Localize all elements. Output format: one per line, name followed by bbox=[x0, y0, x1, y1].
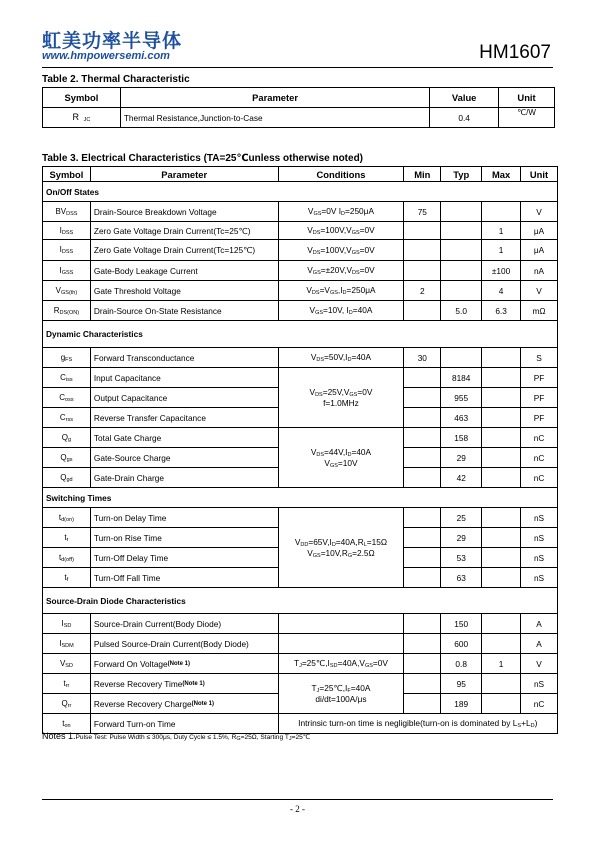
unit-cell: nS bbox=[521, 674, 558, 694]
parameter-cell: Pulsed Source-Drain Current(Body Diode) bbox=[90, 634, 278, 654]
max-cell bbox=[482, 528, 521, 548]
unit-cell: nA bbox=[521, 261, 558, 281]
unit-cell: PF bbox=[521, 408, 558, 428]
symbol-cell: $t_{rr}$ bbox=[43, 674, 91, 694]
turn-on-note: Intrinsic turn-on time is negligible(turn-on is dominated by $L_S+L_D$) bbox=[278, 714, 557, 734]
parameter-cell: Thermal Resistance,Junction-to-Case bbox=[120, 108, 429, 128]
parameter-cell: Gate-Body Leakage Current bbox=[90, 261, 278, 281]
min-cell bbox=[404, 428, 441, 448]
min-cell bbox=[404, 528, 441, 548]
section-row: On/Off States bbox=[43, 182, 558, 202]
symbol-cell: $I_{SDM}$ bbox=[43, 634, 91, 654]
table-row bbox=[43, 614, 558, 634]
symbol-cell: $t_f$ bbox=[43, 568, 91, 588]
conditions-cell: $T_J=25℃,I_F=40A$ di/dt=100A/μs bbox=[278, 674, 404, 714]
min-cell bbox=[404, 654, 441, 674]
table3-caption: Table 3. Electrical Characteristics (TA=25℃unless otherwise noted) bbox=[42, 153, 364, 164]
table-row bbox=[43, 368, 558, 388]
max-cell bbox=[482, 428, 521, 448]
typ-cell bbox=[441, 348, 482, 368]
unit-cell: nC bbox=[521, 448, 558, 468]
max-cell: 1 bbox=[482, 222, 521, 240]
parameter-cell: Total Gate Charge bbox=[90, 428, 278, 448]
unit-cell: ℃/W bbox=[499, 108, 555, 128]
parameter-cell: Reverse Recovery Time$^{(Note 1)}$ bbox=[90, 674, 278, 694]
col-header: Unit bbox=[499, 88, 555, 108]
max-cell bbox=[482, 508, 521, 528]
max-cell: 4 bbox=[482, 281, 521, 301]
max-cell bbox=[482, 548, 521, 568]
max-cell bbox=[482, 448, 521, 468]
table-row: $I_{DSS}$ Zero Gate Voltage Drain Current(Tc=25℃) $V_{DS}=100V,V_{GS}=0V$ 1 μA bbox=[43, 222, 558, 240]
typ-cell: 955 bbox=[441, 388, 482, 408]
max-cell: ±100 bbox=[482, 261, 521, 281]
min-cell bbox=[404, 368, 441, 388]
parameter-cell: Source-Drain Current(Body Diode) bbox=[90, 614, 278, 634]
table-row bbox=[43, 108, 555, 128]
typ-cell: 29 bbox=[441, 528, 482, 548]
col-header: Symbol bbox=[43, 88, 121, 108]
typ-cell: 63 bbox=[441, 568, 482, 588]
notes-text: Pulse Test: Pulse Width ≤ 300μs, Duty Cycle ≤ 1.5%, $R_G=25\Omega$, Starting $T_J=25℃$ bbox=[75, 734, 311, 742]
symbol-cell: $V_{SD}$ bbox=[43, 654, 91, 674]
col-header: Unit bbox=[521, 167, 558, 182]
section-row: Source-Drain Diode Characteristics bbox=[43, 588, 558, 614]
table2-caption: Table 2. Thermal Characteristic bbox=[42, 74, 190, 85]
unit-cell: nC bbox=[521, 694, 558, 714]
symbol-cell: $BV_{DSS}$ bbox=[43, 202, 91, 222]
section-row: Switching Times bbox=[43, 488, 558, 508]
table-row: $V_{GS(th)}$ Gate Threshold Voltage $V_{DS}=V_{GS},I_D=250\mu A$ 2 4 V bbox=[43, 281, 558, 301]
col-header: Parameter bbox=[90, 167, 278, 182]
table-row: $R_{DS(ON)}$ Drain-Source On-State Resistance $V_{GS}=10V$, $I_D=40A$ 5.0 6.3 mΩ bbox=[43, 301, 558, 321]
max-cell bbox=[482, 468, 521, 488]
typ-cell: 53 bbox=[441, 548, 482, 568]
unit-cell: A bbox=[521, 614, 558, 634]
max-cell bbox=[482, 694, 521, 714]
col-header: Symbol bbox=[43, 167, 91, 182]
parameter-cell: Input Capacitance bbox=[90, 368, 278, 388]
col-header: Min bbox=[404, 167, 441, 182]
symbol-cell: $t_r$ bbox=[43, 528, 91, 548]
max-cell bbox=[482, 388, 521, 408]
parameter-cell: Reverse Transfer Capacitance bbox=[90, 408, 278, 428]
max-cell: 1 bbox=[482, 654, 521, 674]
parameter-cell: Gate Threshold Voltage bbox=[90, 281, 278, 301]
table-row bbox=[43, 674, 558, 694]
symbol-cell: $Q_{rr}$ bbox=[43, 694, 91, 714]
min-cell: 75 bbox=[404, 202, 441, 222]
header-divider bbox=[42, 67, 553, 68]
unit-cell: μA bbox=[521, 222, 558, 240]
typ-cell bbox=[441, 202, 482, 222]
company-logo-text: 虹美功率半导体 bbox=[42, 30, 183, 52]
max-cell bbox=[482, 634, 521, 654]
notes bbox=[42, 731, 310, 742]
parameter-cell: Forward Turn-on Time bbox=[90, 714, 278, 734]
max-cell bbox=[482, 408, 521, 428]
unit-cell: PF bbox=[521, 388, 558, 408]
typ-cell: 150 bbox=[441, 614, 482, 634]
col-header: Max bbox=[482, 167, 521, 182]
min-cell bbox=[404, 301, 441, 321]
typ-cell: 5.0 bbox=[441, 301, 482, 321]
symbol-cell: $t_{on}$ bbox=[43, 714, 91, 734]
parameter-cell: Turn-Off Delay Time bbox=[90, 548, 278, 568]
table-row: $V_{SD}$ Forward On Voltage$^{(Note 1)}$ $T_J=25℃,I_{SD}=40A,V_{GS}=0V$ 0.8 1 V bbox=[43, 654, 558, 674]
unit-cell: PF bbox=[521, 368, 558, 388]
symbol-cell: $g_{FS}$ bbox=[43, 348, 91, 368]
parameter-cell: Turn-on Delay Time bbox=[90, 508, 278, 528]
unit-cell: nS bbox=[521, 548, 558, 568]
symbol-cell: $Q_{gs}$ bbox=[43, 448, 91, 468]
min-cell bbox=[404, 448, 441, 468]
typ-cell bbox=[441, 281, 482, 301]
parameter-cell: Forward Transconductance bbox=[90, 348, 278, 368]
table-row: $I_{GSS}$ Gate-Body Leakage Current $V_{GS}=\pm 20V,V_{DS}=0V$ ±100 nA bbox=[43, 261, 558, 281]
min-cell bbox=[404, 674, 441, 694]
symbol-cell: $C_{oss}$ bbox=[43, 388, 91, 408]
typ-cell: 8184 bbox=[441, 368, 482, 388]
company-url[interactable]: www.hmpowersemi.com bbox=[42, 50, 170, 62]
notes-title: Notes 1. bbox=[42, 731, 76, 741]
conditions-cell: $V_{DS}=25V,V_{GS}=0V$ f=1.0MHz bbox=[278, 368, 404, 428]
typ-cell bbox=[441, 240, 482, 261]
typ-cell: 158 bbox=[441, 428, 482, 448]
symbol-cell: $R_{DS(ON)}$ bbox=[43, 301, 91, 321]
max-cell bbox=[482, 614, 521, 634]
min-cell bbox=[404, 694, 441, 714]
symbol-cell: $t_{d(on)}$ bbox=[43, 508, 91, 528]
min-cell bbox=[404, 634, 441, 654]
parameter-cell: Turn-on Rise Time bbox=[90, 528, 278, 548]
parameter-cell: Output Capacitance bbox=[90, 388, 278, 408]
max-cell bbox=[482, 674, 521, 694]
col-header: Value bbox=[430, 88, 499, 108]
typ-cell: 0.8 bbox=[441, 654, 482, 674]
unit-cell: A bbox=[521, 634, 558, 654]
unit-cell: V bbox=[521, 281, 558, 301]
min-cell: 2 bbox=[404, 281, 441, 301]
table-row: $g_{FS}$ Forward Transconductance $V_{DS}=50V,I_D=40A$ 30 S bbox=[43, 348, 558, 368]
symbol-cell: $V_{GS(th)}$ bbox=[43, 281, 91, 301]
table-row: $BV_{DSS}$ Drain-Source Breakdown Voltage $V_{GS}=0V$ $I_D=250\mu A$ 75 V bbox=[43, 202, 558, 222]
min-cell: 30 bbox=[404, 348, 441, 368]
symbol-cell: $C_{iss}$ bbox=[43, 368, 91, 388]
min-cell bbox=[404, 614, 441, 634]
table-row: $I_{DSS}$ Zero Gate Voltage Drain Current(Tc=125℃) $V_{DS}=100V,V_{GS}=0V$ 1 μA bbox=[43, 240, 558, 261]
symbol-cell: $t_{d(off)}$ bbox=[43, 548, 91, 568]
parameter-cell: Zero Gate Voltage Drain Current(Tc=125℃) bbox=[90, 240, 278, 261]
page-number: - 2 - bbox=[290, 804, 305, 814]
table-row bbox=[43, 508, 558, 528]
parameter-cell: Zero Gate Voltage Drain Current(Tc=25℃) bbox=[90, 222, 278, 240]
unit-cell: mΩ bbox=[521, 301, 558, 321]
unit-cell: V bbox=[521, 202, 558, 222]
col-header: Parameter bbox=[120, 88, 429, 108]
section-row: Dynamic Characteristics bbox=[43, 321, 558, 348]
unit-cell: μA bbox=[521, 240, 558, 261]
typ-cell: 42 bbox=[441, 468, 482, 488]
parameter-cell: Forward On Voltage$^{(Note 1)}$ bbox=[90, 654, 278, 674]
min-cell bbox=[404, 568, 441, 588]
unit-cell: nS bbox=[521, 508, 558, 528]
unit-cell: V bbox=[521, 654, 558, 674]
min-cell bbox=[404, 468, 441, 488]
symbol-cell: R $_{JC}$ bbox=[43, 108, 121, 128]
table-row bbox=[43, 428, 558, 448]
parameter-cell: Turn-Off Fall Time bbox=[90, 568, 278, 588]
col-header: Typ bbox=[441, 167, 482, 182]
max-cell: 1 bbox=[482, 240, 521, 261]
conditions-cell: $V_{DS}=44V,I_D=40A$ $V_{GS}=10V$ bbox=[278, 428, 404, 488]
electrical-table bbox=[42, 166, 558, 734]
symbol-cell: $Q_g$ bbox=[43, 428, 91, 448]
typ-cell bbox=[441, 261, 482, 281]
typ-cell: 29 bbox=[441, 448, 482, 468]
min-cell bbox=[404, 548, 441, 568]
typ-cell: 95 bbox=[441, 674, 482, 694]
min-cell bbox=[404, 388, 441, 408]
max-cell bbox=[482, 348, 521, 368]
col-header: Conditions bbox=[278, 167, 404, 182]
symbol-cell: $I_{DSS}$ bbox=[43, 240, 91, 261]
unit-cell: nS bbox=[521, 528, 558, 548]
typ-cell: 463 bbox=[441, 408, 482, 428]
max-cell bbox=[482, 568, 521, 588]
min-cell bbox=[404, 408, 441, 428]
parameter-cell: Gate-Drain Charge bbox=[90, 468, 278, 488]
symbol-cell: $I_{SD}$ bbox=[43, 614, 91, 634]
thermal-table bbox=[42, 87, 555, 128]
table-header-row bbox=[43, 167, 558, 182]
unit-cell: nS bbox=[521, 568, 558, 588]
part-number: HM1607 bbox=[479, 42, 551, 63]
typ-cell: 25 bbox=[441, 508, 482, 528]
min-cell bbox=[404, 508, 441, 528]
typ-cell bbox=[441, 222, 482, 240]
min-cell bbox=[404, 261, 441, 281]
value-cell: 0.4 bbox=[430, 108, 499, 128]
max-cell bbox=[482, 202, 521, 222]
symbol-cell: $Q_{gd}$ bbox=[43, 468, 91, 488]
max-cell: 6.3 bbox=[482, 301, 521, 321]
table-header-row bbox=[43, 88, 555, 108]
parameter-cell: Drain-Source On-State Resistance bbox=[90, 301, 278, 321]
unit-cell: S bbox=[521, 348, 558, 368]
symbol-cell: $I_{DSS}$ bbox=[43, 222, 91, 240]
footer-divider bbox=[42, 799, 553, 800]
parameter-cell: Drain-Source Breakdown Voltage bbox=[90, 202, 278, 222]
table-row bbox=[43, 634, 558, 654]
parameter-cell: Gate-Source Charge bbox=[90, 448, 278, 468]
symbol-cell: $I_{GSS}$ bbox=[43, 261, 91, 281]
parameter-cell: Reverse Recovery Charge$^{(Note 1)}$ bbox=[90, 694, 278, 714]
min-cell bbox=[404, 240, 441, 261]
min-cell bbox=[404, 222, 441, 240]
symbol-cell: $C_{rss}$ bbox=[43, 408, 91, 428]
unit-cell: nC bbox=[521, 428, 558, 448]
unit-cell: nC bbox=[521, 468, 558, 488]
conditions-cell: $V_{DD}=65V,I_D=40A,R_L=15\Omega$ $V_{GS}=10V,R_G=2.5\Omega$ bbox=[278, 508, 404, 588]
typ-cell: 600 bbox=[441, 634, 482, 654]
max-cell bbox=[482, 368, 521, 388]
typ-cell: 189 bbox=[441, 694, 482, 714]
